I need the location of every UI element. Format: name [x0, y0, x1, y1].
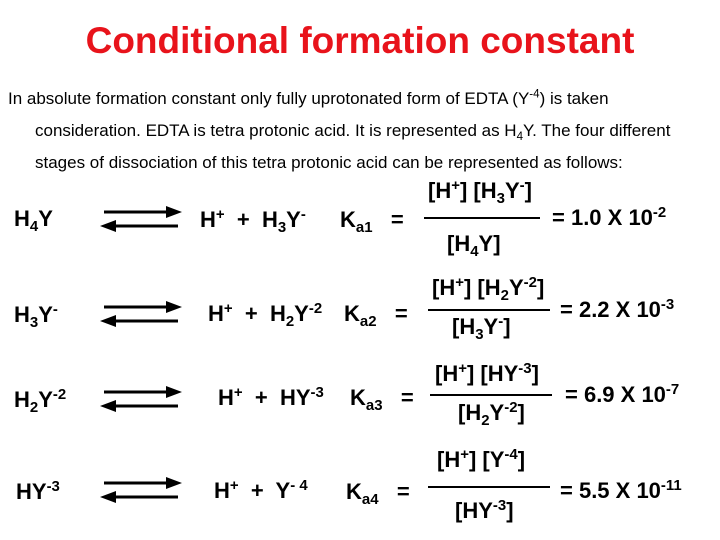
equilibrium-arrows-icon — [98, 298, 184, 330]
eq2-ka: $K_{a2}$ = — [344, 301, 408, 331]
eq4-denominator: $[HY^{-3}]$ — [455, 496, 514, 523]
eq3-value: = 6.9 X $10^{-7}$ — [565, 380, 680, 407]
intro-line-2-a: consideration. EDTA is tetra protonic acid. It is represented as H — [35, 121, 517, 140]
eq4-products: $H^+ + Y^{- 4}$ — [214, 476, 308, 503]
eq2-fraction-bar — [428, 309, 550, 311]
eq1-products: $H^+ + H_3Y^-$ — [200, 205, 306, 237]
eq2-denominator: $[H_3Y^-]$ — [452, 312, 511, 344]
intro-line-2 — [35, 121, 671, 144]
eq4-ka: $K_{a4}$ = — [346, 479, 410, 509]
eq2-value: = 2.2 X $10^{-3}$ — [560, 295, 675, 322]
eq1-reactant: $H_4Y$ — [14, 206, 53, 236]
eq1-ka: $K_{a1}$ = — [340, 207, 404, 237]
eq4-fraction-bar — [428, 486, 550, 488]
eq3-denominator: $[H_2Y^{-2}]$ — [458, 398, 525, 430]
intro-line-3: stages of dissociation of this tetra protonic acid can be represented as follows: — [35, 153, 623, 172]
eq2-products: $H^+ + H_2Y^{-2}$ — [208, 299, 323, 331]
eq3-reactant: $H_2Y^{-2}$ — [14, 385, 67, 417]
eq2-numerator: [H+] $[H_2Y^{-2}]$ — [432, 273, 545, 305]
eq3-numerator: [H+] $[HY^{-3}]$ — [435, 359, 539, 386]
eq4-numerator: [H+] $[Y^{-4}]$ — [437, 445, 526, 472]
intro-line-1 — [8, 89, 609, 109]
equilibrium-arrows-icon — [98, 383, 184, 415]
intro-line-1-sup: -4 — [529, 88, 540, 101]
page-title: Conditional formation constant — [85, 20, 635, 61]
eq4-reactant: $HY^{-3}$ — [16, 477, 60, 504]
intro-line-1-text: In absolute formation constant only fully uprotonated form of EDTA (Y — [8, 89, 530, 108]
eq2-reactant: $H_3Y^-$ — [14, 300, 58, 332]
intro-line-2-sub: 4 — [516, 131, 523, 144]
equilibrium-arrows-icon — [98, 203, 184, 235]
eq1-denominator: $[H_4Y]$ — [447, 231, 501, 261]
eq1-numerator: [H+] $[H_3Y^-]$ — [428, 176, 532, 208]
eq1-value: = 1.0 X $10^{-2}$ — [552, 203, 667, 230]
eq4-value: = 5.5 X $10^{-11}$ — [560, 476, 682, 503]
eq3-fraction-bar — [430, 394, 552, 396]
eq3-ka: $K_{a3}$ = — [350, 385, 414, 415]
intro-line-2-b: Y. The four different — [523, 121, 671, 140]
intro-line-1-end: ) is taken — [539, 89, 609, 108]
eq3-products: $H^+ + HY^{-3}$ — [218, 383, 324, 410]
eq1-fraction-bar — [424, 217, 540, 219]
equilibrium-arrows-icon — [98, 474, 184, 506]
